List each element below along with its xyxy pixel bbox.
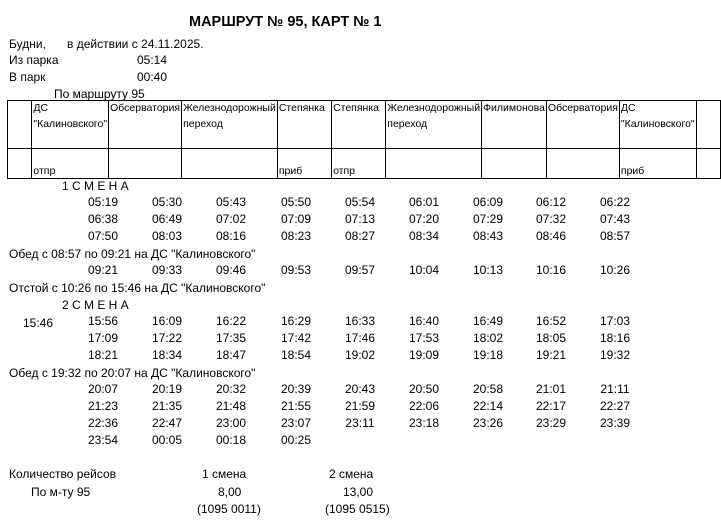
time-cell: 05:43 [215,195,247,209]
time-cell: 21:59 [344,399,376,413]
time-cell: 22:14 [472,399,504,413]
time-cell: 07:43 [599,212,631,226]
time-cell: 05:19 [87,195,119,209]
page-title: МАРШРУТ № 95, КАРТ № 1 [189,14,382,30]
time-cell: 06:09 [472,195,504,209]
time-cell: 21:23 [87,399,119,413]
time-cell: 16:22 [215,314,247,328]
time-cell: 18:02 [472,331,504,345]
time-cell: 17:03 [599,314,631,328]
time-cell: 20:19 [151,382,183,396]
time-cell: 20:07 [87,382,119,396]
time-cell: 16:29 [280,314,312,328]
layover-note: Отстой с 10:26 по 15:46 на ДС "Калиновского" [9,281,266,295]
effective-date: в действии с 24.11.2025. [67,37,204,51]
stop-header: Филимонова [482,101,547,149]
time-cell: 07:29 [472,212,504,226]
time-row [0,330,721,347]
time-cell: 05:50 [280,195,312,209]
time-row [0,381,721,398]
summary-shift-1-label: 1 смена [202,467,247,481]
stop-mark: отпр [32,149,109,179]
stop-mark-blank [8,149,32,179]
time-row [0,398,721,415]
summary-shift-1-count: 8,00 [218,485,242,499]
time-cell: 08:57 [599,229,631,243]
stop-mark-extra [696,149,720,179]
time-cell: 00:05 [151,433,183,447]
time-cell: 18:34 [151,348,183,362]
time-cell: 23:29 [535,416,567,430]
summary-route-label: По м-ту 95 [31,485,91,499]
time-cell: 09:46 [215,263,247,277]
time-cell: 00:25 [280,433,312,447]
time-cell: 20:50 [408,382,440,396]
stop-header: ДС "Калиновского" [32,101,109,149]
time-cell: 23:07 [280,416,312,430]
time-cell: 08:46 [535,229,567,243]
route-label: По маршруту 95 [54,87,145,101]
time-cell: 21:11 [600,382,630,396]
time-cell: 07:32 [535,212,567,226]
time-cell: 06:12 [535,195,567,209]
time-cell: 10:26 [599,263,631,277]
time-cell: 07:50 [87,229,119,243]
time-row [0,347,721,364]
time-row [0,228,721,245]
time-cell: 00:18 [215,433,247,447]
time-cell: 09:21 [87,263,119,277]
time-cell: 19:09 [408,348,440,362]
time-cell: 23:18 [408,416,440,430]
stop-mark [482,149,547,179]
time-cell: 21:55 [280,399,312,413]
time-cell: 17:46 [344,331,376,345]
time-row [0,432,721,449]
time-cell: 17:42 [280,331,312,345]
time-cell: 09:57 [344,263,376,277]
time-cell: 19:18 [472,348,504,362]
stop-mark [182,149,278,179]
time-cell: 21:35 [151,399,183,413]
time-cell: 20:43 [344,382,376,396]
shift-2-label: 2 С М Е Н А [62,298,129,312]
time-row [0,262,721,279]
time-cell: 18:05 [535,331,567,345]
stop-header: Обсерватория [546,101,619,149]
time-cell: 23:26 [472,416,504,430]
stop-header-blank [8,101,32,149]
break-note: Обед с 08:57 по 09:21 на ДС "Калиновского" [9,247,256,261]
time-cell: 07:20 [408,212,440,226]
time-cell: 23:11 [345,416,375,430]
time-cell: 20:39 [280,382,312,396]
time-cell: 22:47 [151,416,183,430]
time-cell: 22:06 [408,399,440,413]
time-cell: 17:22 [151,331,183,345]
stop-header-extra [696,101,720,149]
time-cell: 16:33 [344,314,376,328]
shift-1-label: 1 С М Е Н А [62,179,129,193]
stop-header: Обсерватория [109,101,182,149]
time-cell: 08:43 [472,229,504,243]
time-cell: 22:27 [599,399,631,413]
stop-header: Железнодорожный переход [386,101,482,149]
time-cell: 23:54 [87,433,119,447]
stop-mark: приб [619,149,696,179]
summary-shift-2-count: 13,00 [343,485,374,499]
stop-mark: отпр [332,149,386,179]
time-cell: 21:48 [215,399,247,413]
time-cell: 06:01 [408,195,440,209]
time-cell: 10:16 [535,263,567,277]
time-cell: 08:23 [280,229,312,243]
break-note: Обед с 19:32 по 20:07 на ДС "Калиновского" [9,366,256,380]
stop-header: Степянка [332,101,386,149]
time-cell: 09:33 [151,263,183,277]
return-time: 00:40 [137,70,168,84]
time-cell: 08:03 [151,229,183,243]
time-cell: 10:04 [408,263,440,277]
time-row [0,211,721,228]
time-cell: 10:13 [472,263,504,277]
time-cell: 08:16 [215,229,247,243]
time-cell: 06:38 [87,212,119,226]
day-type: Будни, [9,37,46,51]
time-cell: 16:40 [408,314,440,328]
time-cell: 07:02 [215,212,247,226]
time-row [0,194,721,211]
time-cell: 08:34 [408,229,440,243]
time-cell: 19:32 [599,348,631,362]
time-cell: 18:21 [87,348,119,362]
time-row [0,313,721,330]
summary-label: Количество рейсов [9,467,117,481]
time-cell: 23:00 [215,416,247,430]
time-cell: 16:09 [151,314,183,328]
stops-header-table [7,100,721,179]
time-cell: 18:16 [599,331,631,345]
time-cell: 05:54 [344,195,376,209]
shift-2-start-time: 15:46 [23,316,54,330]
time-cell: 18:54 [280,348,312,362]
return-label: В парк [9,70,46,84]
stop-mark [386,149,482,179]
stop-header: Железнодорожный переход [182,101,278,149]
time-cell: 20:58 [472,382,504,396]
stop-mark [109,149,182,179]
time-cell: 16:49 [472,314,504,328]
time-cell: 15:56 [87,314,119,328]
time-cell: 22:36 [87,416,119,430]
stop-header: ДС "Калиновского" [619,101,696,149]
time-cell: 08:27 [344,229,376,243]
summary-shift-2-code: (1095 0515) [325,502,390,516]
time-row [0,415,721,432]
time-cell: 19:21 [535,348,567,362]
stop-mark: приб [277,149,331,179]
time-cell: 17:53 [408,331,440,345]
time-cell: 22:17 [535,399,567,413]
time-cell: 09:53 [280,263,312,277]
time-cell: 18:47 [215,348,247,362]
time-cell: 07:13 [344,212,376,226]
time-cell: 17:35 [215,331,247,345]
time-cell: 19:02 [344,348,376,362]
depart-label: Из парка [9,53,59,67]
time-cell: 23:39 [599,416,631,430]
time-cell: 21:01 [535,382,567,396]
time-cell: 16:52 [535,314,567,328]
depart-time: 05:14 [137,53,168,67]
stop-header: Степянка [277,101,331,149]
summary-shift-2-label: 2 смена [329,467,374,481]
time-cell: 06:49 [151,212,183,226]
stop-mark [546,149,619,179]
time-cell: 17:09 [87,331,119,345]
time-cell: 05:30 [151,195,183,209]
time-cell: 20:32 [215,382,247,396]
time-cell: 07:09 [280,212,312,226]
summary-shift-1-code: (1095 0011) [197,502,261,516]
time-cell: 06:22 [599,195,631,209]
